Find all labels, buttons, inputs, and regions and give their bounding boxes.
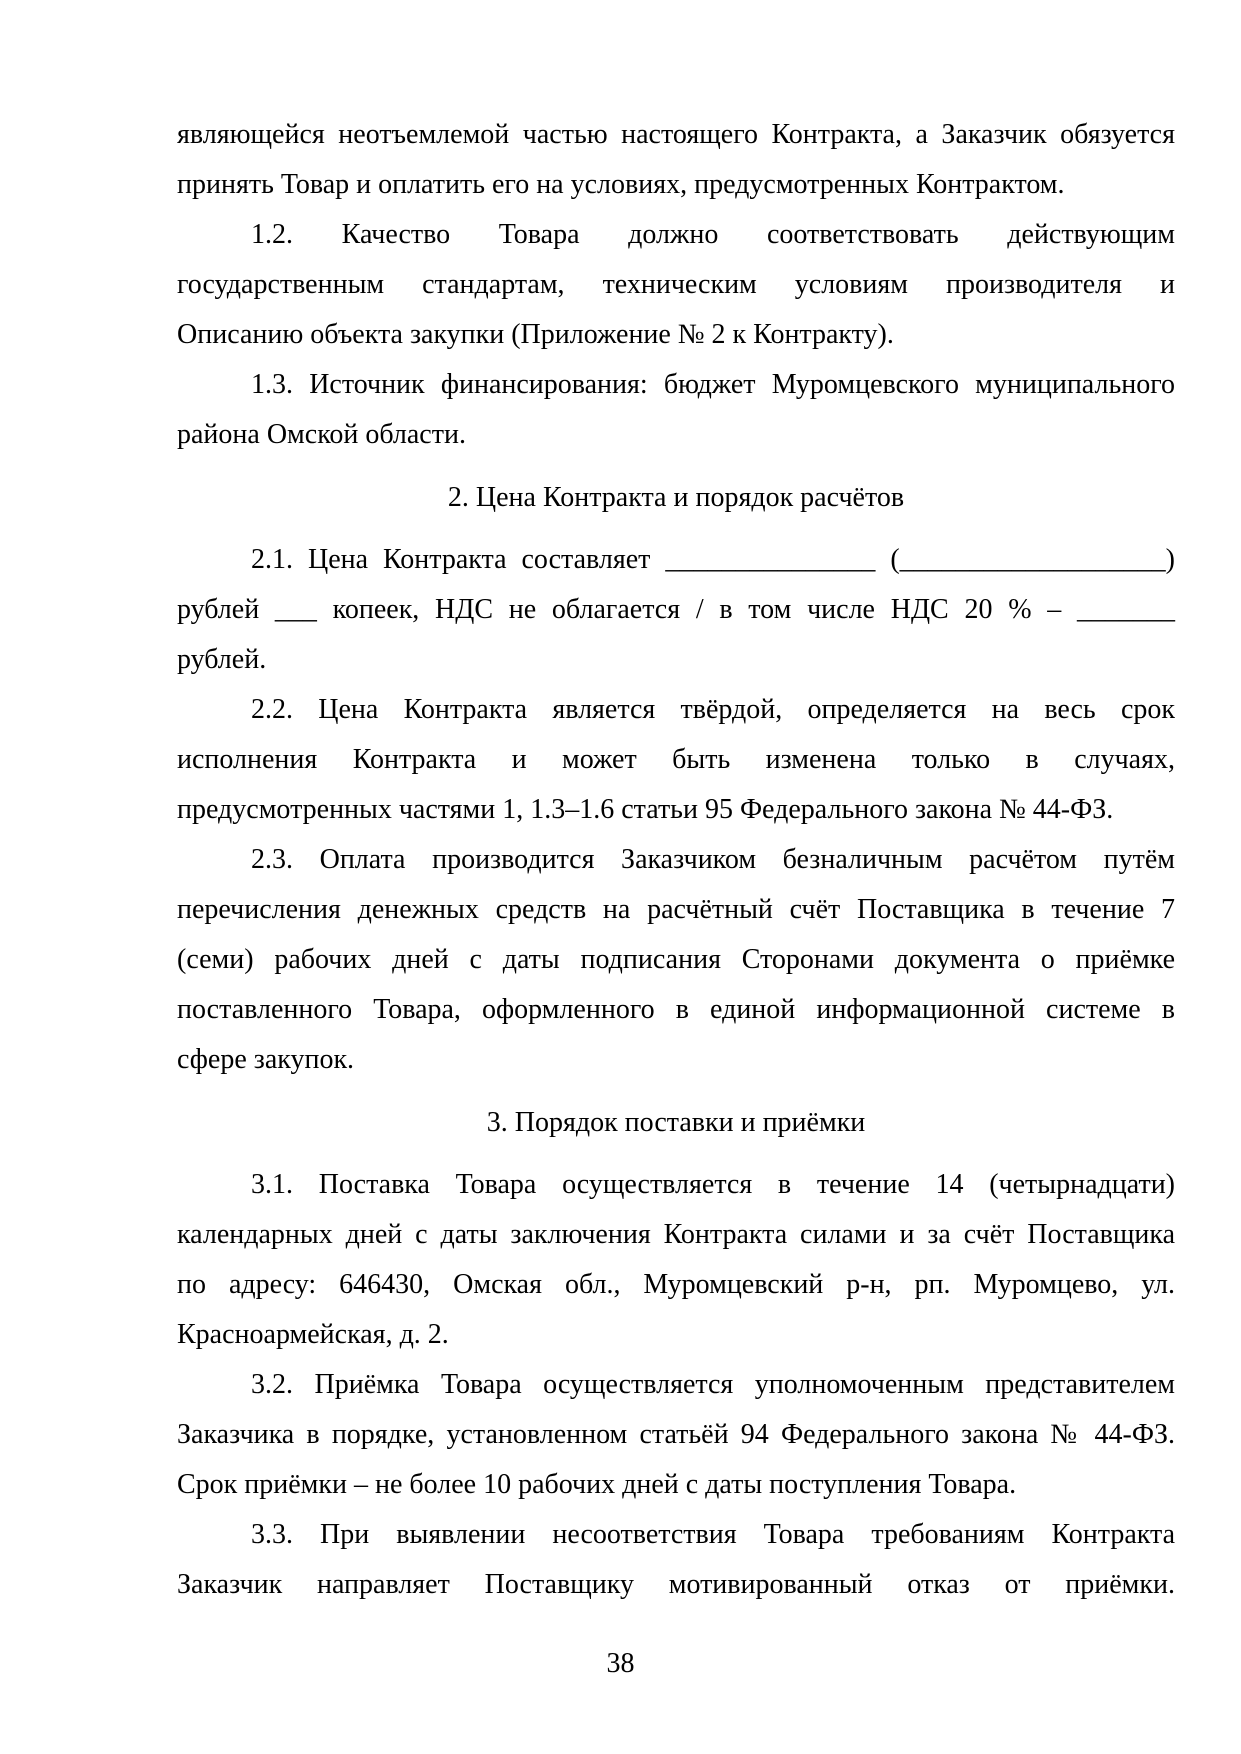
text-line: 3.1. Поставка Товара осуществляется в течение 14 (четырнадцати) <box>251 1169 1175 1200</box>
text-line: Срок приёмки – не более 10 рабочих дней с даты поступления Товара. <box>177 1469 1017 1500</box>
text-line: являющейся неотъемлемой частью настоящего Контракта, а Заказчик обязуется <box>177 119 1175 150</box>
paragraph-2-3 <box>177 835 1175 1085</box>
text-line: перечисления денежных средств на расчётный счёт Поставщика в течение 7 <box>177 894 1175 925</box>
text-line: Заказчика в порядке, установленном статьёй 94 Федерального закона № 44-ФЗ. <box>177 1419 1175 1450</box>
text-line: сфере закупок. <box>177 1044 355 1075</box>
paragraph-3-2 <box>177 1360 1175 1510</box>
text-line: 1.2. Качество Товара должно соответствовать действующим <box>251 219 1175 250</box>
text-line: 3.2. Приёмка Товара осуществляется уполномоченным представителем <box>251 1369 1175 1400</box>
text-line: рублей. <box>177 644 267 675</box>
page-number: 38 <box>606 1648 635 1679</box>
paragraph-1-3 <box>177 360 1175 460</box>
text-line: календарных дней с даты заключения Контракта силами и за счёт Поставщика <box>177 1219 1175 1250</box>
text-line: 2.3. Оплата производится Заказчиком безналичным расчётом путём <box>251 844 1175 875</box>
document-page <box>177 110 1175 1610</box>
text-line: поставленного Товара, оформленного в единой информационной системе в <box>177 994 1175 1025</box>
paragraph-1-2 <box>177 210 1175 360</box>
text-line: по адресу: 646430, Омская обл., Муромцевский р-н, рп. Муромцево, ул. <box>177 1269 1175 1300</box>
text-line: исполнения Контракта и может быть изменена только в случаях, <box>177 744 1175 775</box>
text-line: 2.2. Цена Контракта является твёрдой, определяется на весь срок <box>251 694 1175 725</box>
section-heading-2: 2. Цена Контракта и порядок расчётов <box>447 482 905 513</box>
paragraph-1-1-continuation <box>177 110 1175 210</box>
paragraph-3-3 <box>177 1510 1175 1610</box>
text-line: рублей ___ копеек, НДС не облагается / в том числе НДС 20 % – _______ <box>177 594 1175 625</box>
paragraph-3-1 <box>177 1160 1175 1360</box>
text-line: принять Товар и оплатить его на условиях, предусмотренных Контрактом. <box>177 169 1065 200</box>
text-line: 1.3. Источник финансирования: бюджет Муромцевского муниципального <box>251 369 1175 400</box>
text-line: Красноармейская, д. 2. <box>177 1319 449 1350</box>
text-line: 2.1. Цена Контракта составляет _______________ (___________________) <box>251 544 1175 575</box>
section-heading-3: 3. Порядок поставки и приёмки <box>486 1107 866 1138</box>
text-line: предусмотренных частями 1, 1.3–1.6 статьи 95 Федерального закона № 44-ФЗ. <box>177 794 1114 825</box>
text-line: Заказчик направляет Поставщику мотивированный отказ от приёмки. <box>177 1569 1175 1600</box>
text-line: района Омской области. <box>177 419 466 450</box>
text-line: государственным стандартам, техническим условиям производителя и <box>177 269 1175 300</box>
paragraph-2-1 <box>177 535 1175 685</box>
paragraph-2-2 <box>177 685 1175 835</box>
text-line: Описанию объекта закупки (Приложение № 2 к Контракту). <box>177 319 894 350</box>
text-line: (семи) рабочих дней с даты подписания Сторонами документа о приёмке <box>177 944 1175 975</box>
text-line: 3.3. При выявлении несоответствия Товара требованиям Контракта <box>251 1519 1175 1550</box>
